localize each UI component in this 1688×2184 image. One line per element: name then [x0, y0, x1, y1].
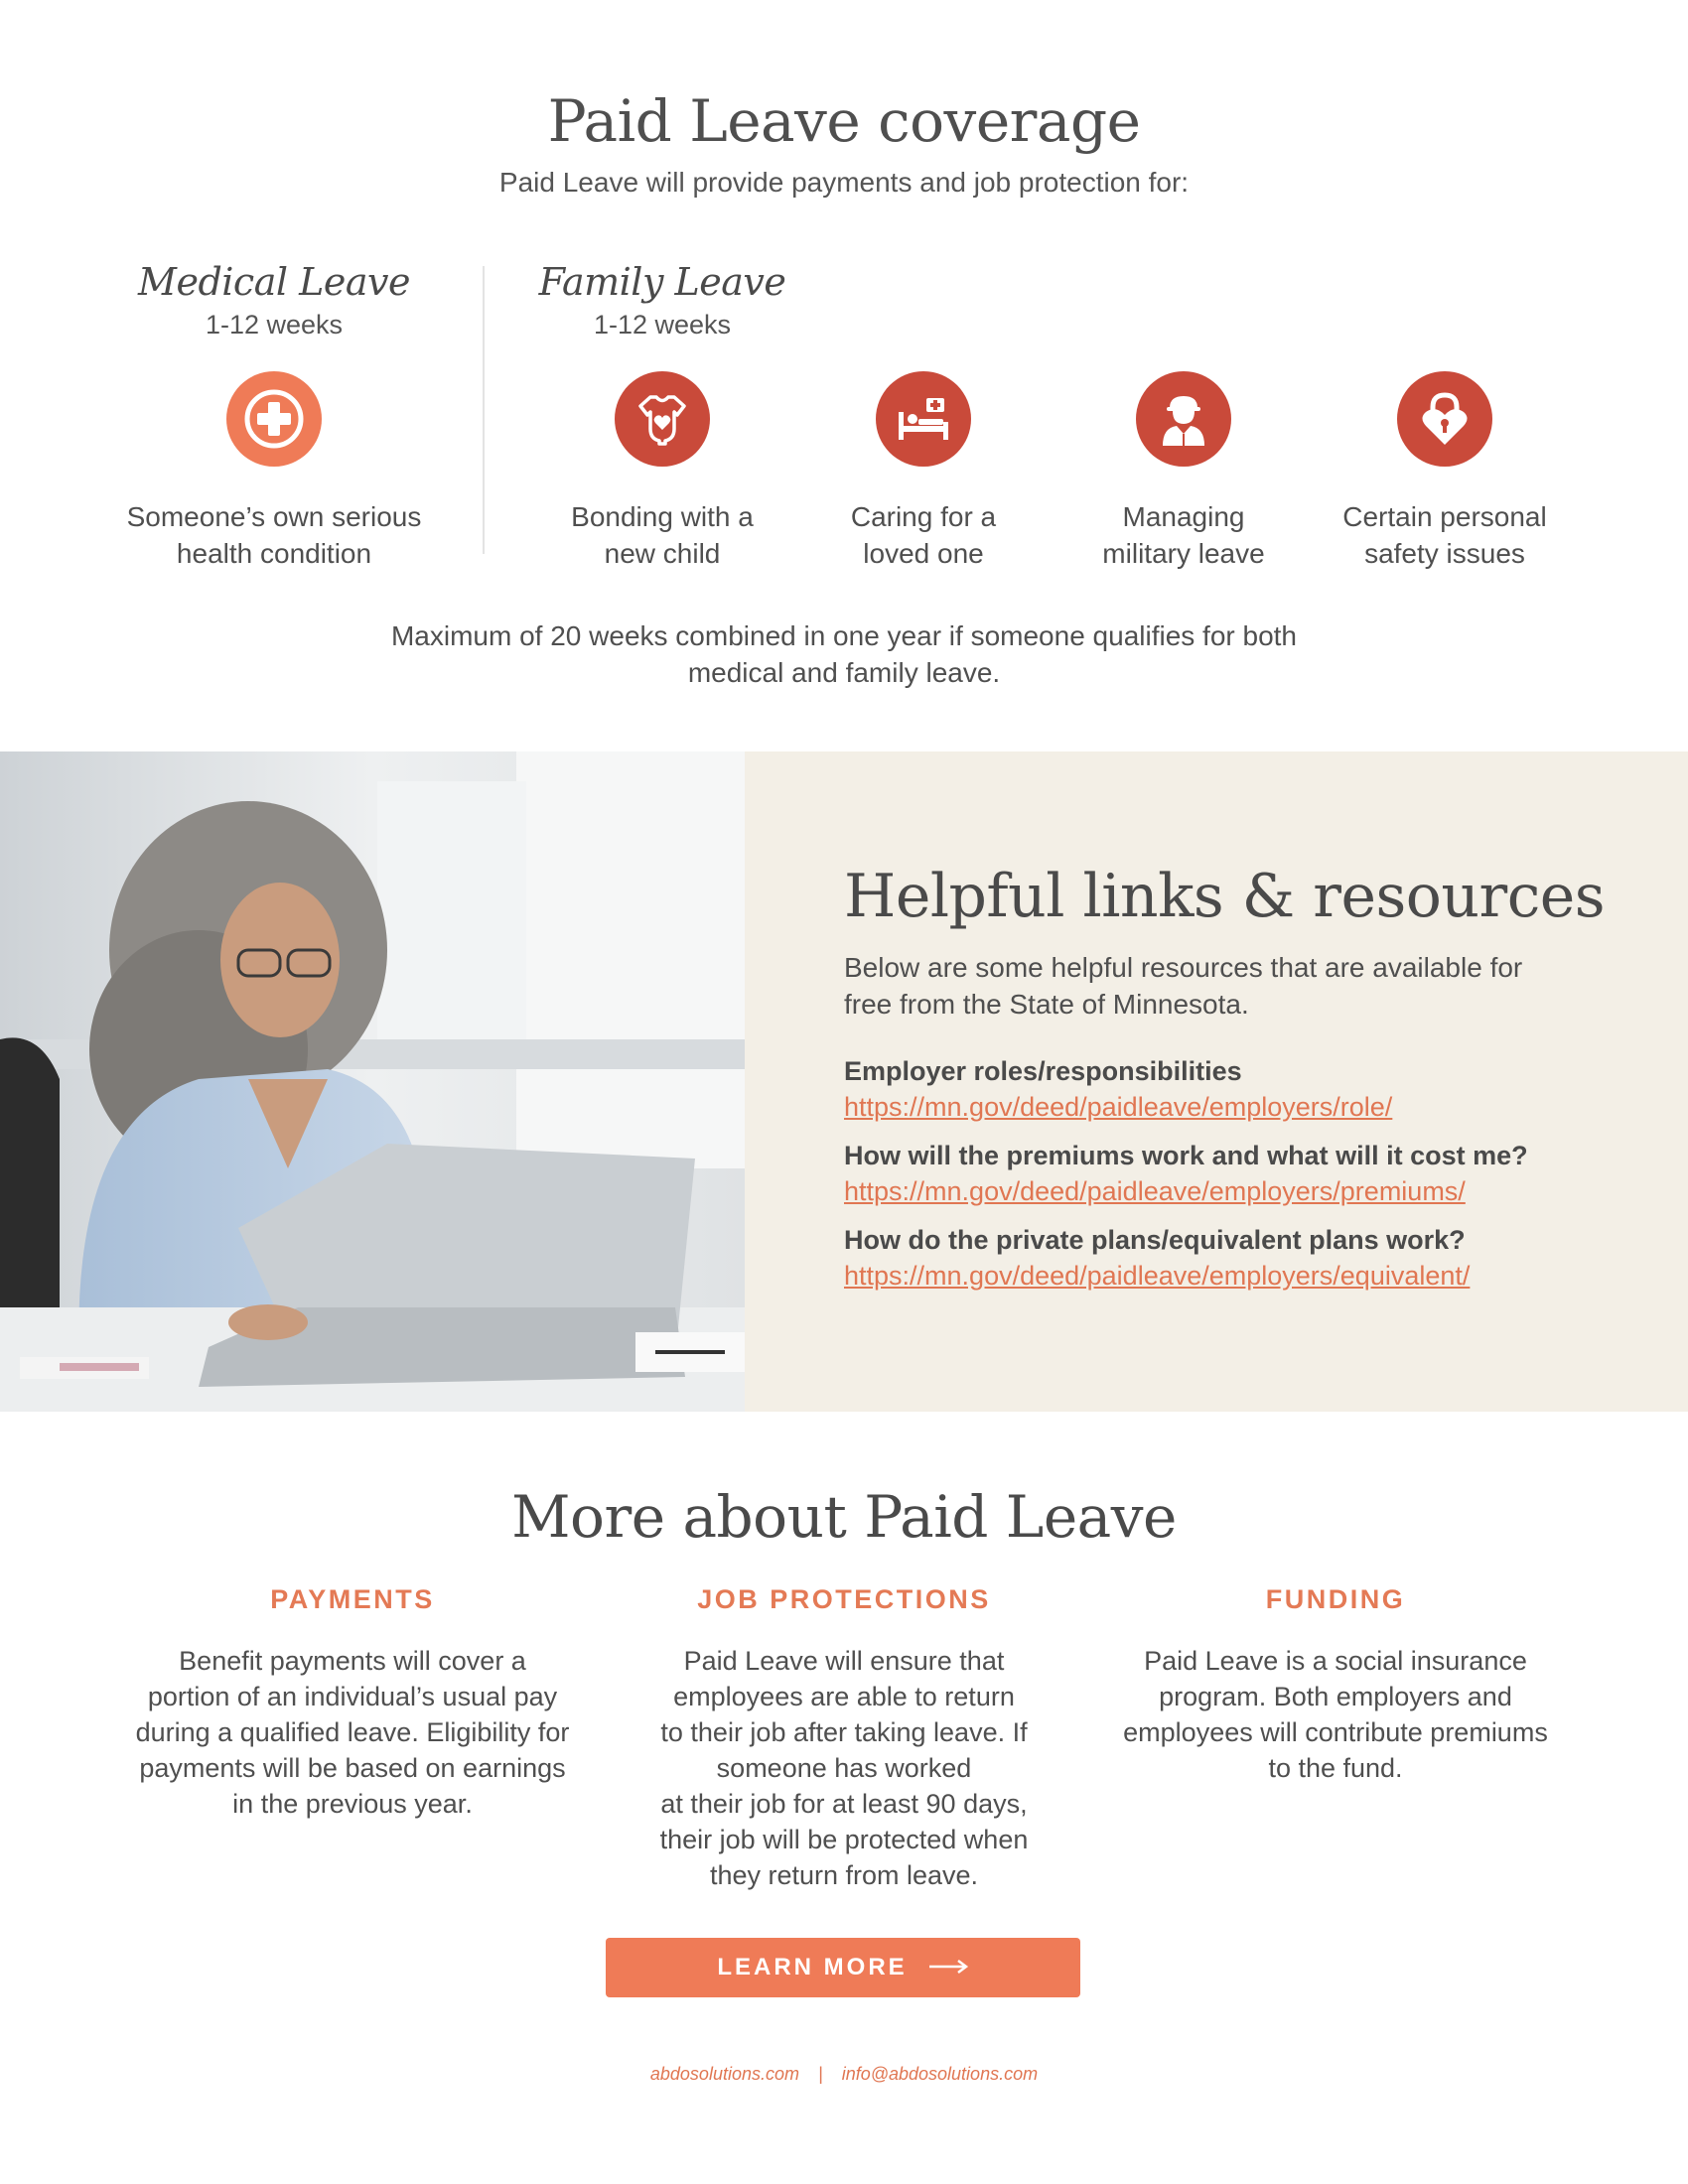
resource-item [844, 1138, 1599, 1209]
learn-more-label: LEARN MORE [717, 1954, 908, 1980]
leave-item-label: Bonding with a new child [571, 501, 754, 569]
resource-link-premiums[interactable]: https://mn.gov/deed/paidleave/employers/premiums/ [844, 1176, 1466, 1206]
resource-question: Employer roles/responsibilities [844, 1056, 1242, 1086]
funding-column [1102, 1584, 1569, 1786]
payments-heading: PAYMENTS [270, 1584, 435, 1614]
family-leave-title: Family Leave [538, 260, 786, 304]
funding-heading: FUNDING [1265, 1584, 1406, 1614]
resource-question: How do the private plans/equivalent plans work? [844, 1225, 1466, 1255]
payments-body: Benefit payments will cover a portion of an individual’s usual pay during a qualified leave. Eligibility for payments will be based on earnings in the previous year. [135, 1646, 570, 1819]
leave-item-label: Certain personal safety issues [1342, 501, 1547, 569]
leave-item-label: Caring for a loved one [850, 501, 997, 569]
leave-item-safety [1281, 371, 1609, 572]
footer-separator: | [818, 2064, 823, 2084]
office-worker-photo [0, 751, 745, 1412]
footer [0, 2064, 1688, 2085]
hospital-bed-icon [876, 371, 971, 467]
medical-cross-icon [226, 371, 322, 467]
funding-body: Paid Leave is a social insurance program. Both employers and employees will contribute premiums to the fund. [1123, 1646, 1548, 1783]
family-leave-heading [484, 260, 841, 341]
footer-email-link[interactable]: info@abdosolutions.com [841, 2064, 1039, 2084]
page-title: Paid Leave coverage [547, 87, 1141, 155]
resource-item [844, 1053, 1599, 1125]
learn-more-button[interactable] [606, 1938, 1080, 1997]
resource-question: How will the premiums work and what will it cost me? [844, 1141, 1528, 1170]
arrow-right-icon [929, 1954, 969, 1981]
column-divider [483, 266, 485, 554]
family-leave-weeks: 1-12 weeks [593, 310, 732, 340]
resource-link-equivalent[interactable]: https://mn.gov/deed/paidleave/employers/equivalent/ [844, 1261, 1471, 1291]
max-weeks-note: Maximum of 20 weeks combined in one year if someone qualifies for both medical and family leave. [390, 620, 1298, 688]
page-subtitle: Paid Leave will provide payments and job protection for: [498, 167, 1190, 198]
leave-item-label: Someone’s own serious health condition [126, 501, 422, 569]
payments-column [119, 1584, 586, 1822]
job-protections-heading: JOB PROTECTIONS [697, 1584, 991, 1614]
footer-website-link[interactable]: abdosolutions.com [649, 2064, 799, 2084]
more-title: More about Paid Leave [511, 1483, 1177, 1551]
resource-item [844, 1222, 1599, 1294]
military-person-icon [1136, 371, 1231, 467]
resources-title: Helpful links & resources [844, 862, 1606, 931]
medical-leave-heading [95, 260, 453, 341]
leave-item-label: Managing military leave [1102, 501, 1265, 569]
resource-link-role[interactable]: https://mn.gov/deed/paidleave/employers/role/ [844, 1092, 1393, 1122]
job-protections-column [611, 1584, 1077, 1893]
medical-leave-weeks: 1-12 weeks [205, 310, 344, 340]
baby-onesie-icon [615, 371, 710, 467]
heart-lock-icon [1397, 371, 1492, 467]
resources-intro: Below are some helpful resources that are available for free from the State of Minnesota. [844, 952, 1523, 1020]
job-protections-body: Paid Leave will ensure that employees are able to return to their job after taking leave. If someone has worked at their job for at least 90 days, their job will be protected when they return from leave. [659, 1646, 1029, 1890]
leave-item-own-health [110, 371, 438, 572]
medical-leave-title: Medical Leave [138, 260, 410, 304]
